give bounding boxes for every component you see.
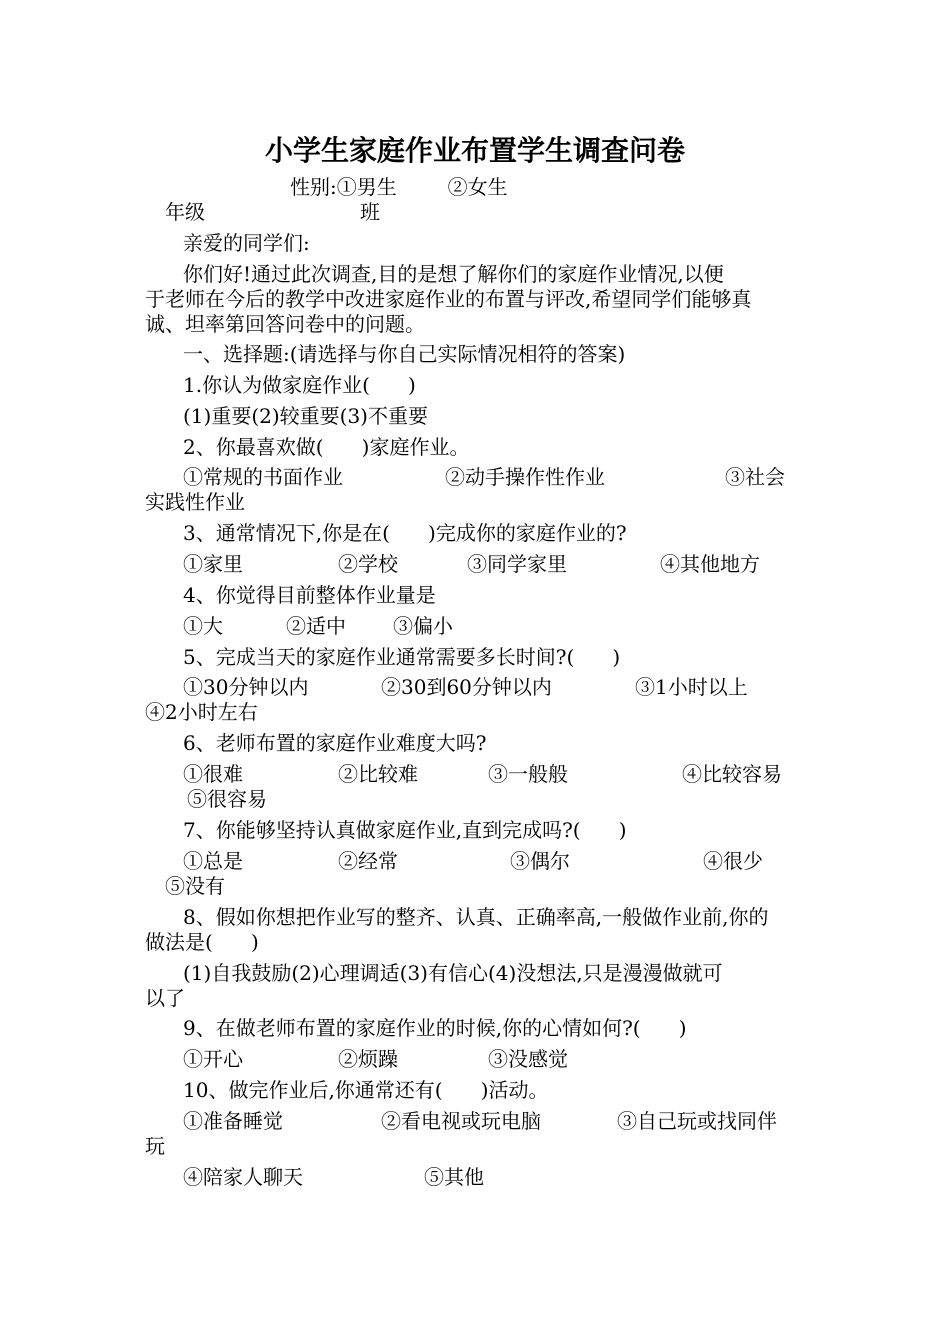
greeting: 亲爱的同学们: xyxy=(183,231,310,255)
question-10: 10、做完作业后,你通常还有( )活动。 xyxy=(183,1078,549,1102)
option-text: ④2小时左右 xyxy=(145,700,258,724)
option-text: ⑤很容易 xyxy=(187,787,267,811)
option-text: ②30到60分钟以内 xyxy=(381,675,552,699)
option-text: ④比较容易 xyxy=(682,762,782,786)
question-4: 4、你觉得目前整体作业量是 xyxy=(183,583,436,607)
question-9: 9、在做老师布置的家庭作业的时候,你的心情如何?( ) xyxy=(183,1016,687,1040)
intro-line-3: 诚、坦率第回答问卷中的问题。 xyxy=(145,312,425,336)
option-text: ③偏小 xyxy=(393,614,453,638)
question-1: 1.你认为做家庭作业( ) xyxy=(183,373,416,397)
option-text: ③社会 xyxy=(725,465,785,489)
option-text: ①总是 xyxy=(183,849,243,873)
option-text: ①大 xyxy=(183,614,223,638)
option-text: ②看电视或玩电脑 xyxy=(381,1109,541,1133)
option-text: ③没感觉 xyxy=(488,1047,568,1071)
option-text: ③偶尔 xyxy=(510,849,570,873)
option-text: ④很少 xyxy=(703,849,763,873)
option-text: ②烦躁 xyxy=(338,1047,398,1071)
option-text: 玩 xyxy=(145,1134,165,1158)
intro-line-2: 于老师在今后的教学中改进家庭作业的布置与评改,希望同学们能够真 xyxy=(145,287,752,311)
option-text: ③自己玩或找同伴 xyxy=(617,1109,777,1133)
option-text: ③同学家里 xyxy=(467,552,567,576)
option-text: ②动手操作性作业 xyxy=(445,465,605,489)
question-2: 2、你最喜欢做( )家庭作业。 xyxy=(183,435,470,459)
question-7: 7、你能够坚持认真做家庭作业,直到完成吗?( ) xyxy=(183,818,627,842)
option-text: (1)自我鼓励(2)心理调适(3)有信心(4)没想法,只是漫漫做就可 xyxy=(183,961,723,985)
question-8-continued: 做法是( ) xyxy=(145,930,259,954)
intro-line-1: 你们好!通过此次调查,目的是想了解你们的家庭作业情况,以便 xyxy=(183,262,724,286)
option-text: ①准备睡觉 xyxy=(183,1109,283,1133)
option-text: ④其他地方 xyxy=(660,552,760,576)
section-heading: 一、选择题:(请选择与你自己实际情况相符的答案) xyxy=(183,342,626,366)
gender-line: 性别:①男生 ②女生 xyxy=(290,175,508,199)
option-text: ③1小时以上 xyxy=(635,675,748,699)
option-text: ②经常 xyxy=(338,849,398,873)
option-text: ④陪家人聊天 xyxy=(183,1165,303,1189)
option-text: ②学校 xyxy=(338,552,398,576)
option-text: ①开心 xyxy=(183,1047,243,1071)
option-text: (1)重要(2)较重要(3)不重要 xyxy=(183,404,428,428)
option-text: ①很难 xyxy=(183,762,243,786)
class-label: 班 xyxy=(360,200,380,224)
option-text: ③一般般 xyxy=(488,762,568,786)
option-text: ②比较难 xyxy=(338,762,418,786)
option-text: ②适中 xyxy=(286,614,346,638)
option-text: ⑤其他 xyxy=(424,1165,484,1189)
option-text: 实践性作业 xyxy=(145,490,245,514)
question-8: 8、假如你想把作业写的整齐、认真、正确率高,一般做作业前,你的 xyxy=(183,905,769,929)
question-3: 3、通常情况下,你是在( )完成你的家庭作业的? xyxy=(183,521,627,545)
question-6: 6、老师布置的家庭作业难度大吗? xyxy=(183,731,487,755)
option-text: ①家里 xyxy=(183,552,243,576)
option-text: ①30分钟以内 xyxy=(183,675,309,699)
question-5: 5、完成当天的家庭作业通常需要多长时间?( ) xyxy=(183,645,621,669)
option-text: ⑤没有 xyxy=(165,874,225,898)
grade-label: 年级 xyxy=(165,200,205,224)
option-text: ①常规的书面作业 xyxy=(183,465,343,489)
option-text: 以了 xyxy=(145,986,185,1010)
page-title: 小学生家庭作业布置学生调查问卷 xyxy=(264,134,685,167)
